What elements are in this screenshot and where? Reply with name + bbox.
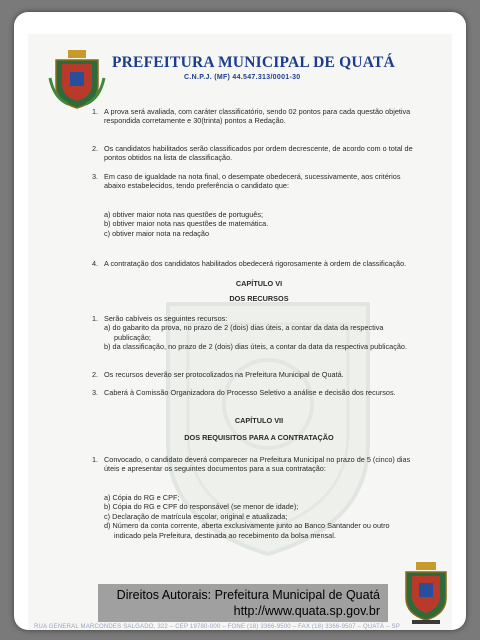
list-item: b) obtiver maior nota nas questões de matemática. xyxy=(104,219,269,229)
section-text: Os recursos deverão ser protocolizados na Prefeitura Municipal de Quatá. xyxy=(104,370,344,379)
section-number: 3. xyxy=(92,388,99,397)
list-item: d) Número da conta corrente, aberta exclusivamente junto ao Banco Santander ou outro indicado pela Prefeitura, destinada ao recebimento da bolsa mensal. xyxy=(104,521,390,540)
section-2 xyxy=(92,144,414,163)
section-3 xyxy=(92,172,414,191)
section-number: 3. xyxy=(92,172,99,181)
recurso-3 xyxy=(92,388,414,397)
website-link[interactable]: http://www.quata.sp.gov.br xyxy=(233,604,380,618)
crest-icon xyxy=(48,48,106,110)
recurso-2 xyxy=(92,370,414,379)
cnpj-line: C.N.P.J. (MF) 44.547.313/0001-30 xyxy=(184,74,301,81)
section-text: Os candidatos habilitados serão classificados por ordem decrescente, de acordo com o total de pontos obtidos na lista de classificação. xyxy=(104,144,413,163)
section-text: A prova será avaliada, com caráter classificatório, sendo 02 pontos para cada questão objetiva respondida corretamente e 30(trinta) pontos a Redação. xyxy=(104,107,411,126)
section-text: Caberá à Comissão Organizadora do Processo Seletivo a análise e decisão dos recursos. xyxy=(104,388,396,397)
crest-icon xyxy=(398,556,454,626)
requisito-1-items xyxy=(104,493,414,540)
copyright-text: Direitos Autorais: Prefeitura Municipal de Quatá xyxy=(116,588,380,602)
list-item: b) Cópia do RG e CPF do responsável (se menor de idade); xyxy=(104,502,299,512)
section-number: 4. xyxy=(92,259,99,268)
list-item: b) da classificação, no prazo de 2 (dois) dias úteis, a contar da data da respectiva publicação. xyxy=(104,342,407,352)
list-item: c) obtiver maior nota na redação xyxy=(104,228,210,238)
list-item: a) Cópia do RG e CPF; xyxy=(104,493,180,502)
section-text: Em caso de igualdade na nota final, o desempate obedecerá, sucessivamente, aos critérios abaixo estabelecidos, tendo preferência o candidato que: xyxy=(104,172,401,191)
section-number: 2. xyxy=(92,144,99,153)
chapter-6-heading: DOS RECURSOS xyxy=(229,294,289,303)
section-1 xyxy=(92,107,414,126)
page-title: PREFEITURA MUNICIPAL DE QUATÁ xyxy=(112,54,395,71)
section-text: Serão cabíveis os seguintes recursos: xyxy=(104,314,228,323)
chapter-6-label: CAPÍTULO VI xyxy=(235,279,283,288)
list-item: a) do gabarito da prova, no prazo de 2 (dois) dias úteis, a contar da data da respectiva publicação; xyxy=(104,323,384,342)
section-text: A contratação dos candidatos habilitados obedecerá rigorosamente à ordem de classificação. xyxy=(104,259,407,268)
section-number: 1. xyxy=(92,107,99,116)
section-text: Convocado, o candidato deverá comparecer na Prefeitura Municipal no prazo de 5 (cinco) dias úteis e apresentar os seguintes documentos para a sua contratação: xyxy=(104,455,411,474)
requisito-1 xyxy=(92,455,414,474)
list-item: c) Declaração de matrícula escolar, original e atualizada; xyxy=(104,511,288,521)
section-3-items xyxy=(104,210,414,238)
section-number: 1. xyxy=(92,455,99,464)
section-number: 1. xyxy=(92,314,99,323)
section-4 xyxy=(92,259,414,268)
section-number: 2. xyxy=(92,370,99,379)
footer-address: RUA GENERAL MARCONDES SALGADO, 322 – CEP 19780-000 – FONE (18) 3366-9500 – FAX (18) 3366-9507 – QUATÁ – SP xyxy=(34,624,400,630)
list-item: a) obtiver maior nota nas questões de português; xyxy=(104,210,264,219)
recurso-1 xyxy=(92,314,414,352)
chapter-7-label: CAPÍTULO VII xyxy=(234,416,284,425)
chapter-7-heading: DOS REQUISITOS PARA A CONTRATAÇÃO xyxy=(184,433,334,442)
